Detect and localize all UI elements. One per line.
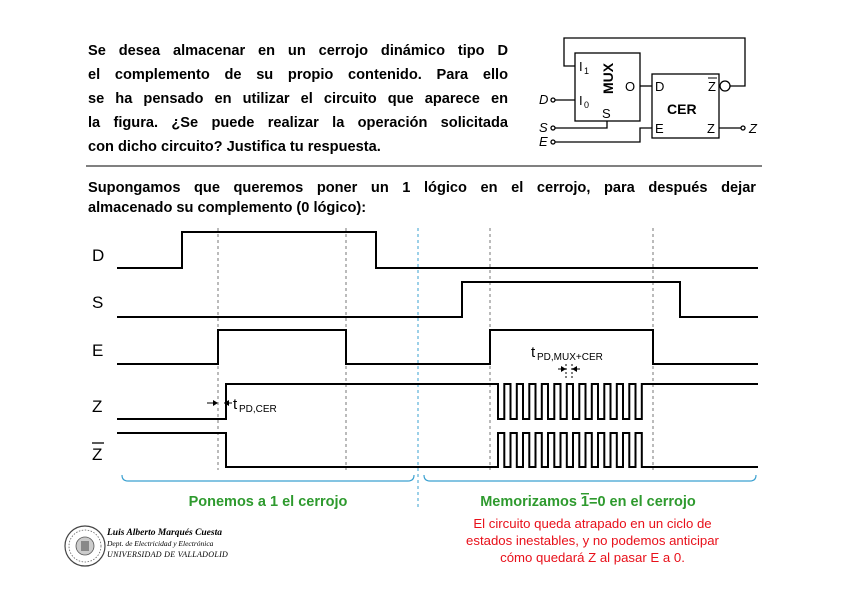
tpd-mux-arrowhead xyxy=(561,366,566,372)
signal-label-s: S xyxy=(92,293,104,312)
zbar-bubble xyxy=(720,81,730,91)
in-e-label: E xyxy=(539,134,548,149)
waveform-d xyxy=(117,232,758,268)
in-d-label: D xyxy=(539,92,549,107)
note-line: estados inestables, y no podemos anticipar xyxy=(466,533,719,548)
latch-d-label: D xyxy=(655,79,665,94)
author-university: UNIVERSIDAD DE VALLADOLID xyxy=(107,550,229,559)
author-dept: Dept. de Electricidad y Electrónica xyxy=(107,539,214,548)
mux-in1-label: I xyxy=(579,59,583,74)
tpd-mux-annotation xyxy=(531,344,603,380)
section-right-a: Memorizamos xyxy=(480,494,581,510)
signal-label-d: D xyxy=(92,246,105,265)
bracket-right xyxy=(424,475,756,481)
section-right-c: =0 en el cerrojo xyxy=(589,494,696,510)
tpd-mux-arrowhead xyxy=(572,366,577,372)
mux-sel-label: S xyxy=(602,106,611,121)
tpd-mux-label: t xyxy=(531,344,536,361)
question-line: con dicho circuito? Justifica tu respuesta. xyxy=(88,139,381,155)
waveforms xyxy=(117,232,758,467)
tpd-cer-label: t xyxy=(233,396,238,413)
author-name: Luis Alberto Marqués Cuesta xyxy=(107,528,222,538)
signal-label-z: Z xyxy=(92,397,103,416)
question-line: se ha pensado en utilizar el circuito que aparece en xyxy=(88,91,508,107)
bracket-left xyxy=(122,475,414,481)
intro-line: almacenado su complemento (0 lógico): xyxy=(88,200,367,216)
intro-line: Supongamos que queremos poner un 1 lógico en el cerrojo, para después dejar xyxy=(88,180,756,196)
d-input-terminal xyxy=(551,98,555,102)
note-line: El circuito queda atrapado en un ciclo de xyxy=(473,516,712,531)
university-seal-logo xyxy=(65,526,105,566)
note-line: cómo quedará Z al pasar E a 0. xyxy=(500,550,685,565)
in-s-label: S xyxy=(539,120,548,135)
section-right-b: 1 xyxy=(580,494,590,510)
mux-label: MUX xyxy=(600,62,616,94)
signal-label-zbar: Z xyxy=(92,445,103,464)
tpd-mux-sub: PD,MUX+CER xyxy=(537,352,603,363)
mux-in1-sub: 1 xyxy=(584,66,590,76)
s-input-terminal xyxy=(551,126,555,130)
latch-zbar-label: Z xyxy=(708,79,716,94)
section-left-caption: Ponemos a 1 el cerrojo xyxy=(188,494,348,510)
latch-e-label: E xyxy=(655,121,664,136)
mux-in0-sub: 0 xyxy=(584,100,590,110)
question-line: el complemento de su propio contenido. Para ello xyxy=(88,67,508,83)
z-output-terminal xyxy=(741,126,745,130)
latch-z-label: Z xyxy=(707,121,715,136)
signal-label-e: E xyxy=(92,341,104,360)
waveform-zbar xyxy=(117,433,758,467)
waveform-e xyxy=(117,330,758,364)
tpd-cer-arrowhead xyxy=(213,400,218,406)
author-credit xyxy=(107,528,228,560)
question-line: la figura. ¿Se puede realizar la operación solicitada xyxy=(88,115,508,131)
waveform-s xyxy=(117,282,758,317)
tpd-cer-sub: PD,CER xyxy=(239,404,277,415)
section-right-caption xyxy=(480,494,696,510)
e-input-terminal xyxy=(551,140,555,144)
instability-note xyxy=(430,515,755,566)
e-input-wire xyxy=(555,128,652,142)
s-input-wire xyxy=(555,121,607,128)
out-z-label: Z xyxy=(749,121,757,136)
question-line: Se desea almacenar en un cerrojo dinámico tipo D xyxy=(88,43,508,59)
tpd-cer-annotation xyxy=(207,396,277,415)
mux-in0-label: I xyxy=(579,93,583,108)
latch-label: CER xyxy=(667,101,697,117)
phase-brackets xyxy=(122,475,756,481)
mux-out-label: O xyxy=(625,79,636,94)
